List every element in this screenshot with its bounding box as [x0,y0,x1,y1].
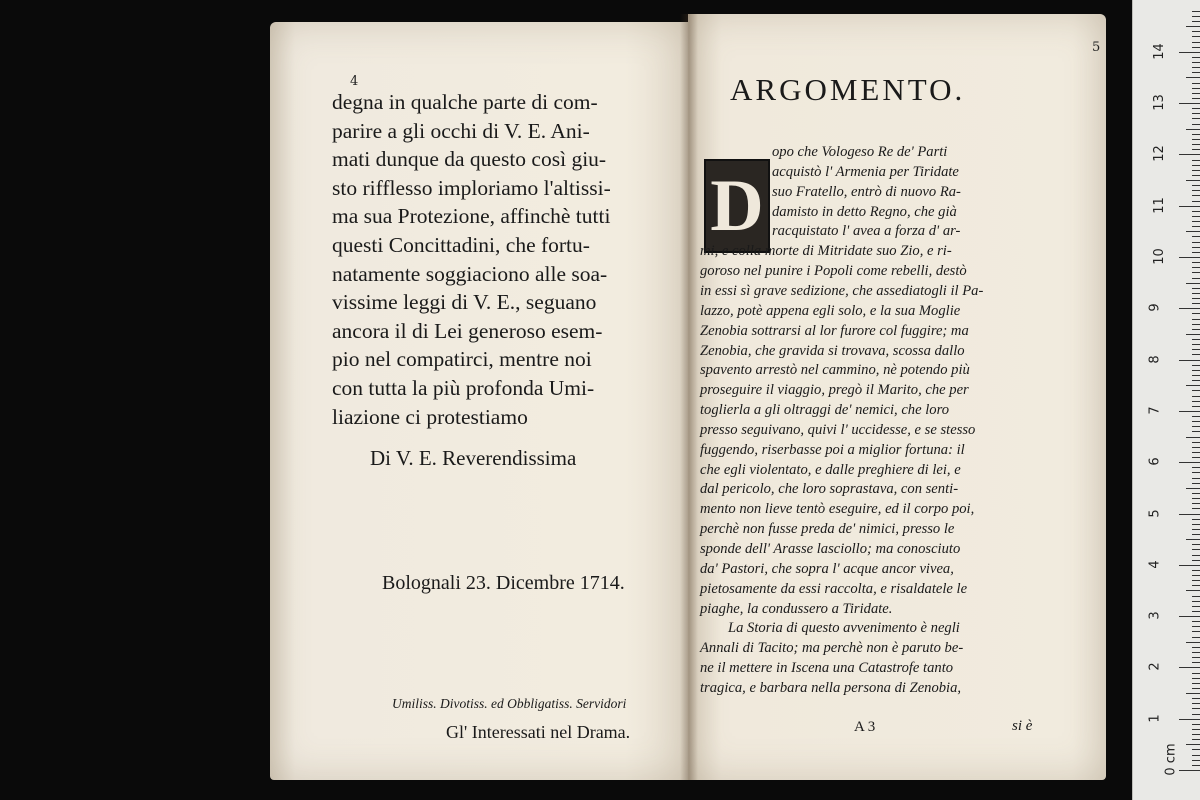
ruler-tick [1192,247,1200,248]
ruler-tick [1186,26,1200,27]
ruler-tick [1192,242,1200,243]
ruler-tick [1192,724,1200,725]
ruler-tick [1179,565,1200,566]
ruler-tick [1192,165,1200,166]
ruler-tick [1192,226,1200,227]
ruler-tick [1192,406,1200,407]
ruler-tick [1192,349,1200,350]
ruler-number: 10 [1151,248,1167,265]
right-text-line: pietosamente da essi raccolta, e risaldatele le [700,580,968,597]
ruler-tick [1192,324,1200,325]
ruler-tick [1192,765,1200,766]
ruler-tick [1192,365,1200,366]
left-text-line: questi Concittadini, che fortu- [332,232,590,257]
ruler-tick [1186,385,1200,386]
right-text-line: dal pericolo, che loro soprastava, con senti- [700,481,959,498]
ruler-tick [1192,118,1200,119]
ruler-tick [1192,498,1200,499]
ruler-tick [1192,714,1200,715]
left-text-line: mati dunque da questo così giu- [332,147,607,172]
ruler-tick [1192,416,1200,417]
ruler-tick [1192,339,1200,340]
ruler-tick [1192,483,1200,484]
ruler-tick [1192,652,1200,653]
ruler-tick [1192,611,1200,612]
ruler-number: 11 [1151,196,1167,214]
right-text-line: mi, e colla morte di Mitridate suo Zio, e ri- [700,243,952,260]
ruler-tick [1179,462,1200,463]
ruler-tick [1179,616,1200,617]
open-book [270,14,1106,780]
ruler-tick [1192,657,1200,658]
ruler-tick [1186,437,1200,438]
ruler-number: 8 [1147,354,1163,364]
ruler-tick [1192,221,1200,222]
ruler-tick [1192,170,1200,171]
ruler-tick [1192,503,1200,504]
ruler-tick [1186,180,1200,181]
ruler-number: 13 [1151,94,1167,111]
right-text-line: acquistò l' Armenia per Tiridate [772,163,959,180]
left-text-line: parire a gli occhi di V. E. Ani- [332,118,590,143]
ruler-tick [1192,344,1200,345]
ruler-tick [1192,149,1200,150]
ruler-tick [1179,257,1200,258]
ruler-tick [1192,560,1200,561]
ruler-tick [1192,452,1200,453]
drop-cap-letter: D [710,165,764,247]
ruler-tick [1192,21,1200,22]
ruler-tick [1192,390,1200,391]
right-text-line: perchè non fusse preda de' nimici, presso le [700,521,955,538]
measurement-ruler [1132,0,1200,800]
right-text-line: presso seguivano, quivi l' uccidesse, e se stesso [700,421,976,438]
ruler-number: 6 [1147,457,1163,466]
ruler-tick [1192,739,1200,740]
ruler-tick [1186,129,1200,130]
ruler-tick [1192,175,1200,176]
left-text-line: con tutta la più profonda Umi- [332,375,595,400]
ruler-tick [1192,236,1200,237]
ruler-tick [1192,585,1200,586]
ruler-tick [1192,431,1200,432]
ruler-tick [1192,201,1200,202]
ruler-tick [1192,401,1200,402]
ruler-tick [1192,67,1200,68]
signature-mark: A 3 [854,719,876,735]
ruler-tick [1192,524,1200,525]
ruler-tick [1192,621,1200,622]
ruler-tick [1192,519,1200,520]
right-text-line: Annali di Tacito; ma perchè non è paruto be- [700,640,964,657]
ruler-tick [1179,667,1200,668]
ruler-tick [1179,154,1200,155]
ruler-tick [1179,360,1200,361]
ruler-tick [1192,370,1200,371]
right-text-line: che egli violentato, e dalle preghiere di lei, e [700,461,961,478]
right-text-line: in essi sì grave sedizione, che assediatogli il Pa- [700,282,984,299]
right-text-line: racquistato l' avea a forza d' ar- [772,223,961,240]
right-text-line: proseguire il viaggio, pregò il Marito, che per [700,382,969,399]
ruler-tick [1192,211,1200,212]
ruler-tick [1192,278,1200,279]
ruler-tick [1192,596,1200,597]
ruler-tick [1179,719,1200,720]
ruler-tick [1192,508,1200,509]
ruler-tick [1192,601,1200,602]
ruler-tick [1192,544,1200,545]
salutation: Di V. E. Reverendissima [370,446,577,470]
ruler-tick [1192,190,1200,191]
ruler-tick [1192,534,1200,535]
ruler-tick [1186,693,1200,694]
ruler-tick [1192,575,1200,576]
right-text-line: spavento arrestò nel cammino, nè potendo più [700,362,970,379]
catchword: si è [1012,718,1033,734]
right-text-line: tragica, e barbara nella persona di Zenobia, [700,679,962,696]
ruler-tick [1192,185,1200,186]
right-text-line: suo Fratello, entrò di nuovo Ra- [772,183,961,200]
ruler-tick [1179,411,1200,412]
left-text-line: sto rifflesso imploriamo l'altissi- [332,175,611,200]
ruler-tick [1192,134,1200,135]
ruler-tick [1192,606,1200,607]
ruler-tick [1192,760,1200,761]
ruler-tick [1192,647,1200,648]
left-page [270,22,688,780]
ruler-tick [1186,77,1200,78]
ruler-tick [1192,262,1200,263]
right-text-line: Zenobia sottrarsi al lor furore col fuggire; ma [700,322,969,339]
ruler-number: 4 [1147,560,1163,569]
drop-cap-ornament [704,159,770,253]
ruler-tick [1192,421,1200,422]
ruler-tick [1192,293,1200,294]
ruler-tick [1192,698,1200,699]
ruler-tick [1186,283,1200,284]
closing-formula: Umiliss. Divotiss. ed Obbligatiss. Servidori [392,696,627,711]
ruler-number: 7 [1147,406,1163,415]
ruler-tick [1186,334,1200,335]
ruler-tick [1186,590,1200,591]
ruler-tick [1186,744,1200,745]
ruler-tick [1192,396,1200,397]
ruler-tick [1192,457,1200,458]
ruler-tick [1192,113,1200,114]
right-text-line: ne il mettere in Iscena una Catastrofe tanto [700,660,954,677]
ruler-tick [1192,16,1200,17]
right-page-number: 5 [1092,40,1101,55]
ruler-tick [1192,216,1200,217]
page-heading: ARGOMENTO. [730,72,966,107]
ruler-tick [1179,308,1200,309]
right-text-line: damisto in detto Regno, che già [772,203,957,220]
right-text-line: toglierla a gli oltraggi de' nemici, che loro [700,402,950,419]
right-text-line: da' Pastori, che sopra l' acque ancor vivea, [700,560,954,577]
ruler-tick [1192,493,1200,494]
ruler-tick [1192,708,1200,709]
ruler-tick [1186,642,1200,643]
ruler-number: 1 [1147,714,1163,723]
ruler-tick [1192,734,1200,735]
ruler-tick [1192,580,1200,581]
right-text-line: sponde dell' Arasse lasciollo; ma conosciuto [700,541,961,557]
ruler-tick [1192,529,1200,530]
ruler-unit-label: 0 cm [1163,743,1179,776]
left-text-line: ma sua Protezione, affinchè tutti [332,204,611,229]
right-text-line: fuggendo, riserbasse poi a miglior fortuna: il [700,441,965,458]
ruler-tick [1192,662,1200,663]
ruler-tick [1179,770,1200,771]
ruler-tick [1192,11,1200,12]
ruler-tick [1192,252,1200,253]
ruler-tick [1192,272,1200,273]
ruler-tick [1179,514,1200,515]
ruler-tick [1192,62,1200,63]
ruler-tick [1192,688,1200,689]
senders-line: Gl' Interessati nel Drama. [446,722,631,742]
left-text-line: vissime leggi di V. E., seguano [332,290,597,315]
right-text-line: opo che Vologeso Re de' Parti [772,144,948,160]
ruler-tick [1192,288,1200,289]
ruler-tick [1192,447,1200,448]
ruler-tick [1192,83,1200,84]
ruler-tick [1192,478,1200,479]
ruler-number: 3 [1147,611,1163,620]
ruler-tick [1192,673,1200,674]
ruler-tick [1186,231,1200,232]
ruler-tick [1192,267,1200,268]
ruler-tick [1192,98,1200,99]
ruler-tick [1192,42,1200,43]
ruler-tick [1192,313,1200,314]
book-gutter [680,14,698,780]
right-text-line: Zenobia, che gravida si trovava, scossa dallo [700,342,965,359]
ruler-tick [1192,631,1200,632]
ruler-tick [1179,103,1200,104]
ruler-tick [1192,31,1200,32]
ruler-number: 12 [1151,145,1167,163]
ruler-tick [1192,329,1200,330]
left-page-body [332,88,692,431]
ruler-tick [1192,467,1200,468]
ruler-tick [1192,678,1200,679]
ruler-tick [1192,124,1200,125]
ruler-tick [1179,206,1200,207]
ruler-number: 5 [1147,508,1163,518]
ruler-tick [1192,47,1200,48]
ruler-tick [1192,683,1200,684]
ruler-tick [1192,195,1200,196]
ruler-tick [1192,144,1200,145]
ruler-tick [1192,36,1200,37]
left-text-line: liazione ci protestiamo [332,404,528,429]
ruler-tick [1192,108,1200,109]
ruler-number: 14 [1151,43,1167,60]
ruler-tick [1192,426,1200,427]
ruler-tick [1192,626,1200,627]
left-text-line: natamente soggiaciono alle soa- [332,261,608,286]
ruler-tick [1192,375,1200,376]
ruler-tick [1192,57,1200,58]
left-text-line: degna in qualche parte di com- [332,90,598,114]
ruler-tick [1192,380,1200,381]
ruler-tick [1192,319,1200,320]
ruler-tick [1192,442,1200,443]
ruler-tick [1192,729,1200,730]
ruler-tick [1192,72,1200,73]
ruler-tick [1192,88,1200,89]
right-text-line: mento non lieve tentò eseguire, ed il corpo poi, [700,501,975,518]
right-text-line: La Storia di questo avvenimento è negli [728,620,960,637]
left-text-line: pio nel compatirci, mentre noi [332,347,592,372]
ruler-tick [1192,160,1200,161]
dedication-date: Bolognali 23. Dicembre 1714. [382,572,625,594]
ruler-tick [1192,298,1200,299]
ruler-tick [1192,303,1200,304]
left-page-number: 4 [350,74,359,89]
ruler-tick [1192,93,1200,94]
ruler-tick [1192,637,1200,638]
ruler-number: 9 [1147,303,1163,312]
ruler-tick [1192,555,1200,556]
right-text-line: goroso nel punire i Popoli come rebelli, destò [700,263,967,280]
ruler-tick [1192,354,1200,355]
left-text-line: ancora il di Lei generoso esem- [332,318,603,343]
ruler-tick [1192,139,1200,140]
ruler-tick [1192,549,1200,550]
ruler-number: 2 [1147,662,1163,672]
ruler-tick [1192,472,1200,473]
ruler-tick [1186,539,1200,540]
ruler-tick [1192,570,1200,571]
right-text-line: lazzo, potè appena egli solo, e la sua Moglie [700,302,961,319]
ruler-tick [1192,755,1200,756]
ruler-tick [1179,52,1200,53]
ruler-tick [1192,749,1200,750]
ruler-tick [1186,488,1200,489]
ruler-tick [1192,703,1200,704]
right-text-line: piaghe, la condussero a Tiridate. [700,600,893,617]
